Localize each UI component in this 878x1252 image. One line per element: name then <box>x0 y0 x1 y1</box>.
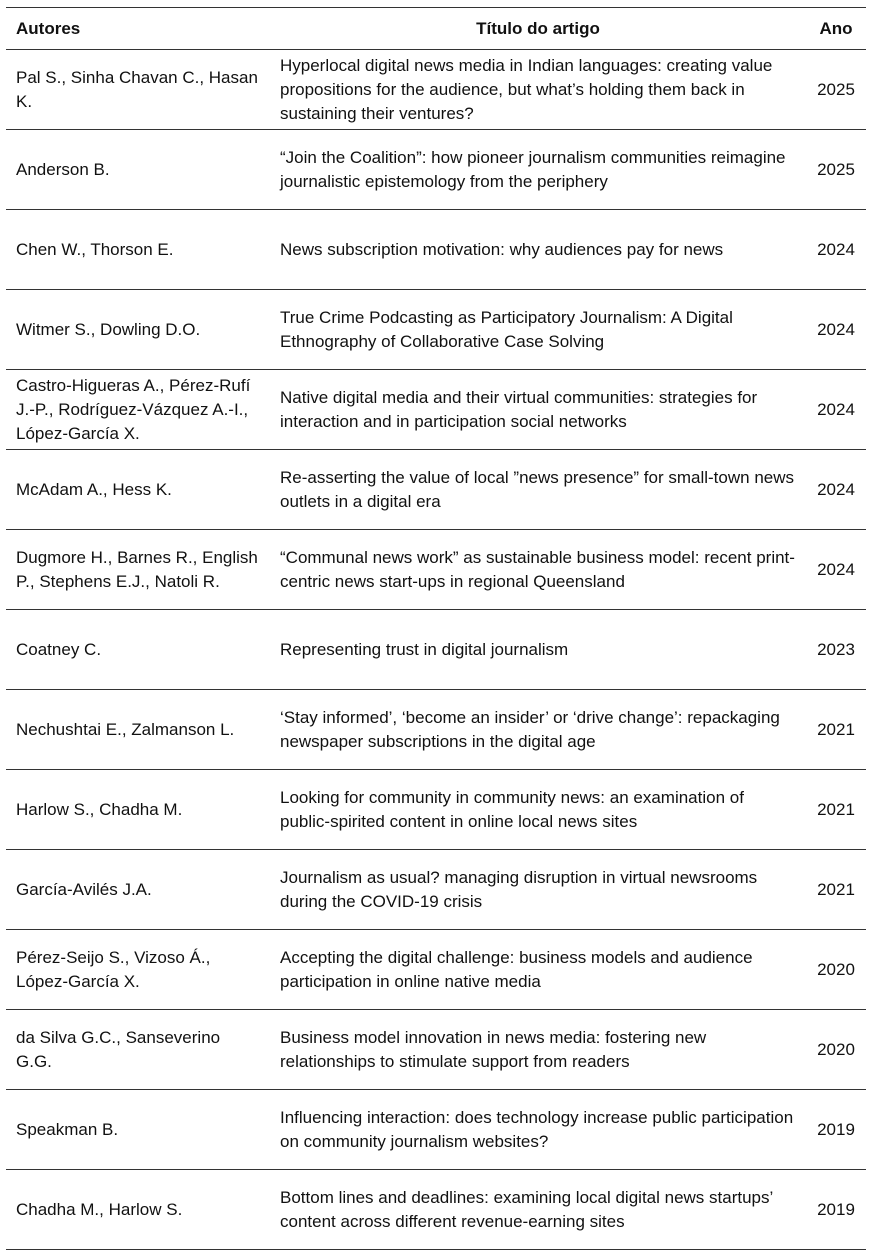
header-title: Título do artigo <box>270 8 806 50</box>
articles-table <box>6 7 866 1250</box>
cell-year: 2021 <box>806 770 866 850</box>
cell-title: Re-asserting the value of local ”news presence” for small-town news outlets in a digital era <box>270 450 806 530</box>
cell-title: ‘Stay informed’, ‘become an insider’ or ‘drive change’: repackaging newspaper subscriptions in the digital age <box>270 690 806 770</box>
cell-title: Hyperlocal digital news media in Indian languages: creating value propositions for the audience, but what’s holding them back in sustaining their ventures? <box>270 50 806 130</box>
cell-title: Representing trust in digital journalism <box>270 610 806 690</box>
cell-title: Bottom lines and deadlines: examining local digital news startups’ content across different revenue-earning sites <box>270 1170 806 1250</box>
cell-year: 2020 <box>806 1010 866 1090</box>
cell-authors: García-Avilés J.A. <box>6 850 270 930</box>
cell-title: “Join the Coalition”: how pioneer journalism communities reimagine journalistic epistemology from the periphery <box>270 130 806 210</box>
table-row <box>6 450 866 530</box>
table-row <box>6 290 866 370</box>
table-row <box>6 1090 866 1170</box>
cell-title: News subscription motivation: why audiences pay for news <box>270 210 806 290</box>
table-row <box>6 690 866 770</box>
cell-year: 2020 <box>806 930 866 1010</box>
cell-title: Business model innovation in news media: fostering new relationships to stimulate support from readers <box>270 1010 806 1090</box>
table-row <box>6 930 866 1010</box>
cell-year: 2024 <box>806 370 866 450</box>
cell-authors: Dugmore H., Barnes R., English P., Stephens E.J., Natoli R. <box>6 530 270 610</box>
cell-title: True Crime Podcasting as Participatory Journalism: A Digital Ethnography of Collaborative Case Solving <box>270 290 806 370</box>
cell-year: 2019 <box>806 1170 866 1250</box>
table-row <box>6 370 866 450</box>
table-row <box>6 610 866 690</box>
cell-title: “Communal news work” as sustainable business model: recent print-centric news start-ups in regional Queensland <box>270 530 806 610</box>
cell-title: Accepting the digital challenge: business models and audience participation in online native media <box>270 930 806 1010</box>
cell-authors: da Silva G.C., Sanseverino G.G. <box>6 1010 270 1090</box>
cell-year: 2021 <box>806 850 866 930</box>
cell-authors: Nechushtai E., Zalmanson L. <box>6 690 270 770</box>
table-body <box>6 50 866 1250</box>
cell-authors: Speakman B. <box>6 1090 270 1170</box>
cell-authors: Chadha M., Harlow S. <box>6 1170 270 1250</box>
cell-authors: Pérez-Seijo S., Vizoso Á., López-García X. <box>6 930 270 1010</box>
table-row <box>6 50 866 130</box>
cell-authors: Pal S., Sinha Chavan C., Hasan K. <box>6 50 270 130</box>
table-row <box>6 770 866 850</box>
header-authors: Autores <box>6 8 270 50</box>
cell-year: 2025 <box>806 50 866 130</box>
table-header-row <box>6 8 866 50</box>
cell-year: 2024 <box>806 290 866 370</box>
cell-title: Looking for community in community news: an examination of public-spirited content in online local news sites <box>270 770 806 850</box>
cell-title: Journalism as usual? managing disruption in virtual newsrooms during the COVID-19 crisis <box>270 850 806 930</box>
cell-title: Native digital media and their virtual communities: strategies for interaction and in participation social networks <box>270 370 806 450</box>
table-row <box>6 1170 866 1250</box>
cell-authors: Harlow S., Chadha M. <box>6 770 270 850</box>
header-year: Ano <box>806 8 866 50</box>
cell-authors: Witmer S., Dowling D.O. <box>6 290 270 370</box>
cell-authors: Anderson B. <box>6 130 270 210</box>
table-row <box>6 530 866 610</box>
cell-year: 2024 <box>806 450 866 530</box>
cell-authors: Chen W., Thorson E. <box>6 210 270 290</box>
cell-year: 2019 <box>806 1090 866 1170</box>
cell-title: Influencing interaction: does technology increase public participation on community journalism websites? <box>270 1090 806 1170</box>
cell-authors: Castro-Higueras A., Pérez-Rufí J.-P., Rodríguez-Vázquez A.-I., López-García X. <box>6 370 270 450</box>
cell-year: 2021 <box>806 690 866 770</box>
table-row <box>6 210 866 290</box>
cell-year: 2023 <box>806 610 866 690</box>
cell-year: 2025 <box>806 130 866 210</box>
table-row <box>6 130 866 210</box>
cell-authors: McAdam A., Hess K. <box>6 450 270 530</box>
cell-year: 2024 <box>806 210 866 290</box>
cell-authors: Coatney C. <box>6 610 270 690</box>
table-row <box>6 850 866 930</box>
table-row <box>6 1010 866 1090</box>
cell-year: 2024 <box>806 530 866 610</box>
